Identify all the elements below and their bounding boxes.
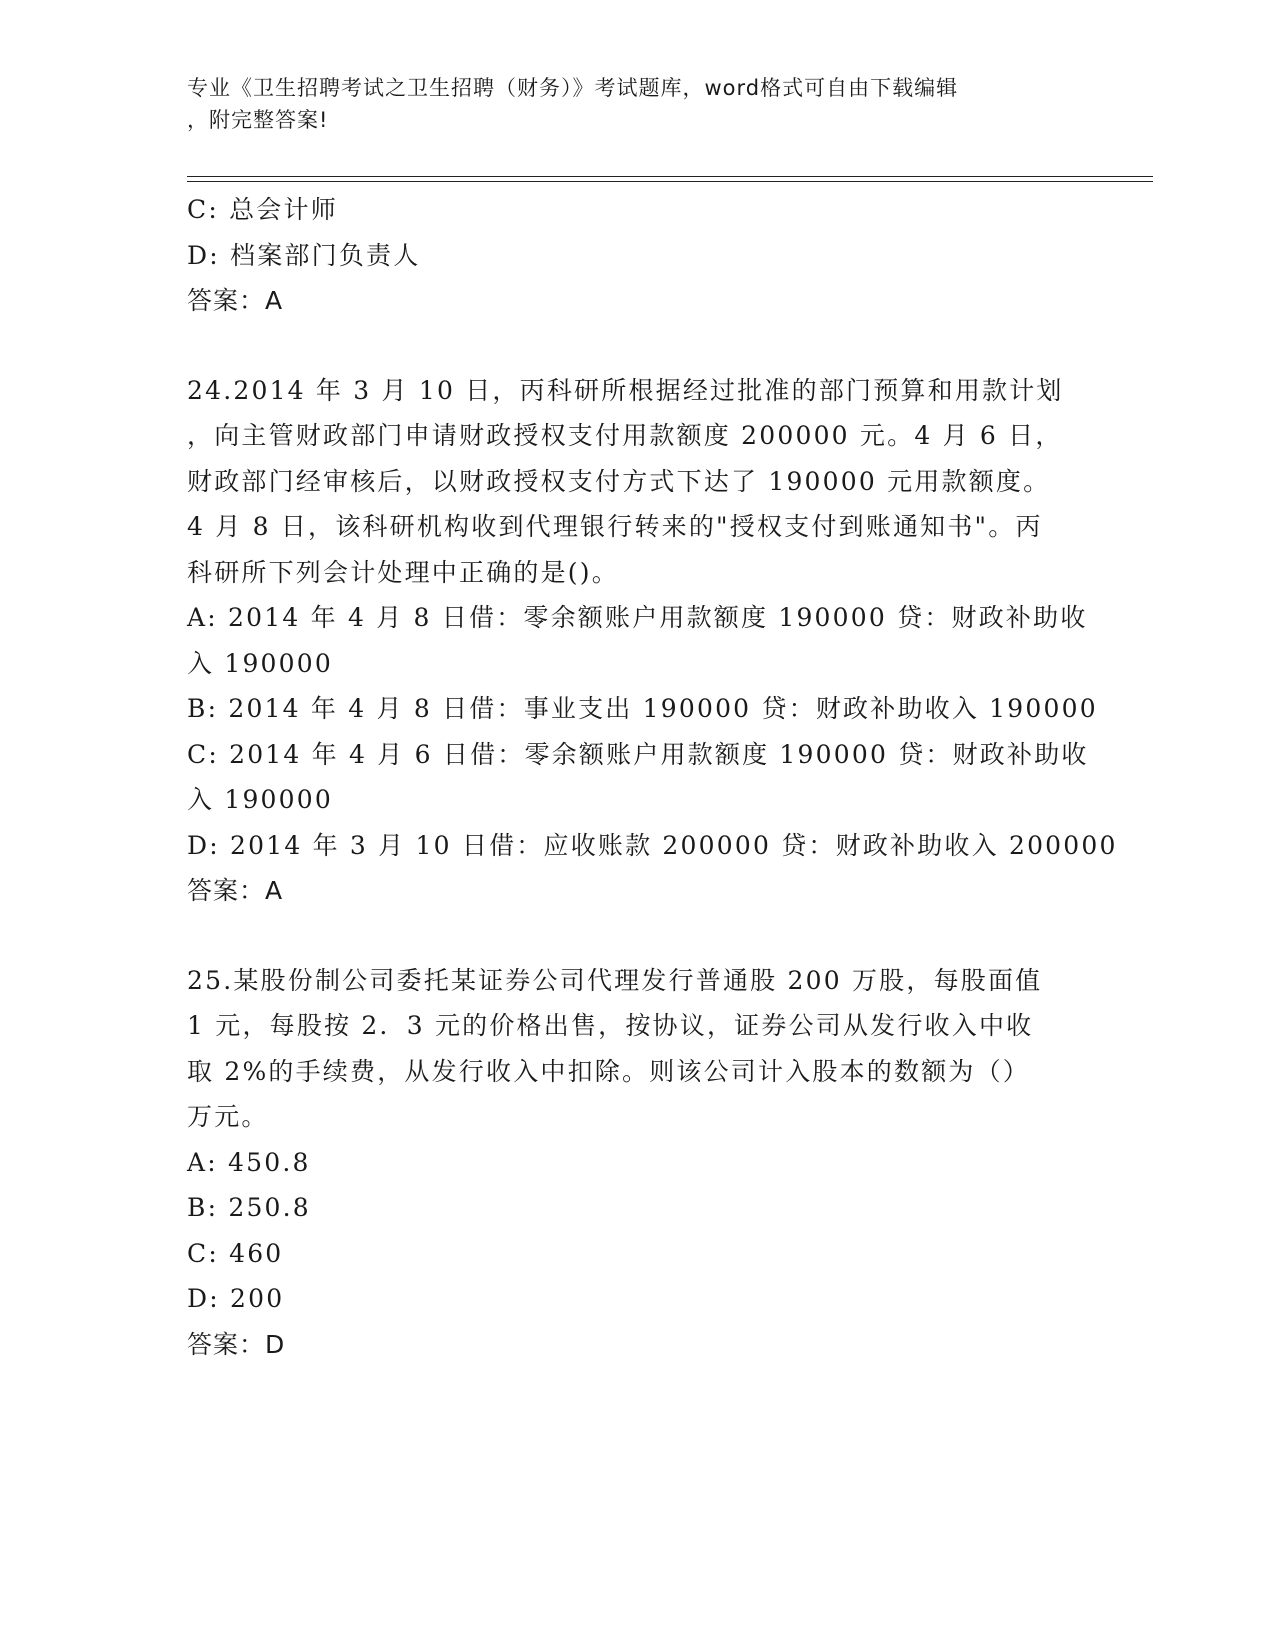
page-header <box>187 72 1067 136</box>
option-a-cont: 入 190000 <box>187 648 333 678</box>
spacer <box>187 324 1077 368</box>
option-a: A: 450.8 <box>187 1147 311 1177</box>
header-line-1: 专业《卫生招聘考试之卫生招聘（财务）》考试题库，word格式可自由下载编辑 <box>187 76 959 100</box>
question-text-line: 1 元，每股按 2．3 元的价格出售，按协议，证券公司从发行收入中收 <box>187 1011 1034 1040</box>
question-text-line: 取 2%的手续费，从发行收入中扣除。则该公司计入股本的数额为（） <box>187 1056 1031 1086</box>
question-text-line: 科研所下列会计处理中正确的是()。 <box>187 557 619 587</box>
question-text-line: 万元。 <box>187 1102 269 1131</box>
question-text-line: ，向主管财政部门申请财政授权支付用款额度 200000 元。4 月 6 日， <box>187 421 1063 450</box>
option-c: C: 2014 年 4 月 6 日借：零余额账户用款额度 190000 贷：财政补助收 <box>187 739 1089 769</box>
previous-question-tail <box>187 187 1077 324</box>
header-line-2: ，附完整答案! <box>187 108 329 132</box>
answer: 答案：D <box>187 1329 286 1359</box>
option-d: D: 2014 年 3 月 10 日借：应收账款 200000 贷：财政补助收入 200000 <box>187 830 1118 860</box>
question-text-line: 24.2014 年 3 月 10 日，丙科研所根据经过批准的部门预算和用款计划 <box>187 375 1064 405</box>
answer: 答案：A <box>187 876 284 905</box>
option-a: A: 2014 年 4 月 8 日借：零余额账户用款额度 190000 贷：财政补助收 <box>187 603 1088 632</box>
option-b: B: 250.8 <box>187 1193 311 1222</box>
option-c: C: 总会计师 <box>187 195 338 224</box>
question-text-line: 25.某股份制公司委托某证券公司代理发行普通股 200 万股，每股面值 <box>187 965 1043 995</box>
document-body <box>187 187 1118 1367</box>
header-rule-bottom <box>187 181 1153 182</box>
question-24 <box>187 368 1118 914</box>
option-b: B: 2014 年 4 月 8 日借：事业支出 190000 贷：财政补助收入 190000 <box>187 694 1098 723</box>
question-text-line: 4 月 8 日，该科研机构收到代理银行转来的"授权支付到账通知书"。丙 <box>187 512 1043 541</box>
option-d: D: 200 <box>187 1284 285 1313</box>
question-text-line: 财政部门经审核后，以财政授权支付方式下达了 190000 元用款额度。 <box>187 466 1051 496</box>
answer: 答案：A <box>187 286 284 315</box>
header-rule-top <box>187 176 1153 177</box>
option-c: C: 460 <box>187 1238 284 1268</box>
option-c-cont: 入 190000 <box>187 785 333 814</box>
spacer <box>187 914 1077 958</box>
question-25 <box>187 958 1077 1368</box>
option-d: D: 档案部门负责人 <box>187 240 421 270</box>
